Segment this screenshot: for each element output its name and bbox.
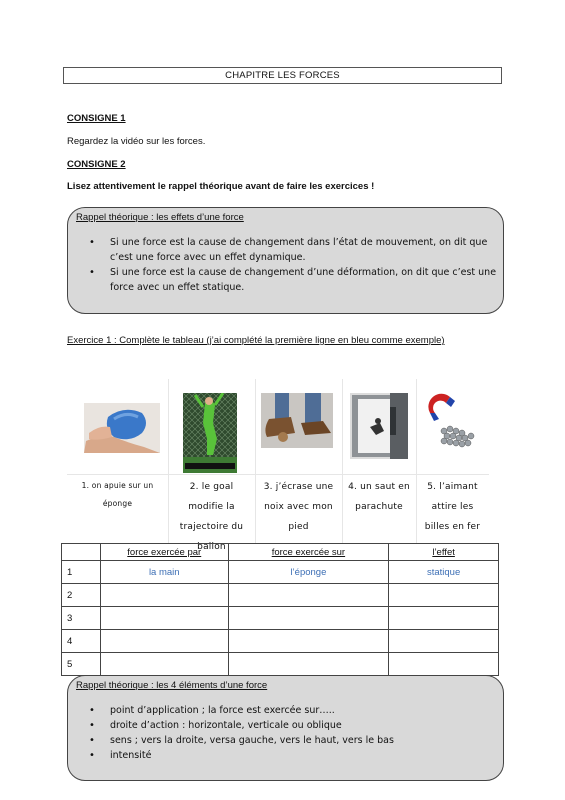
table-cell[interactable] — [228, 584, 389, 607]
table-cell[interactable] — [228, 653, 389, 676]
table-cell[interactable] — [228, 607, 389, 630]
rappel-elements-item: • droite d’action : horizontale, verticale ou oblique — [89, 718, 499, 733]
table-header — [62, 544, 101, 561]
table-cell[interactable] — [100, 607, 228, 630]
picture-caption: 1. on apuie sur un éponge — [81, 481, 154, 508]
row-number: 3 — [62, 607, 101, 630]
picture-cell — [255, 379, 343, 543]
rappel-effets-title: Rappel théorique : les effets d’une force — [76, 212, 244, 223]
table-header-row — [62, 544, 499, 561]
picture-caption: 3. j’écrase une noix avec mon pied — [263, 482, 334, 532]
rappel-effets-list — [89, 235, 499, 295]
table-row — [62, 607, 499, 630]
row-number: 2 — [62, 584, 101, 607]
table-cell: statique — [389, 561, 499, 584]
table-cell[interactable] — [100, 653, 228, 676]
rappel-elements-box — [67, 675, 504, 781]
row-number: 1 — [62, 561, 101, 584]
rappel-elements-item: • point d’application ; la force est exercée sur….. — [89, 703, 499, 718]
rappel-elements-item: • sens ; vers la droite, versa gauche, vers le haut, vers le bas — [89, 733, 499, 748]
rappel-elements-item: • intensité — [89, 748, 499, 763]
table-cell[interactable] — [389, 630, 499, 653]
exercise-table — [61, 543, 499, 676]
table-row — [62, 561, 499, 584]
table-cell[interactable] — [100, 630, 228, 653]
boot-crushing-nut-photo — [261, 393, 333, 448]
table-cell[interactable] — [228, 630, 389, 653]
table-header: force exercée sur — [228, 544, 389, 561]
table-cell[interactable] — [389, 653, 499, 676]
table-row — [62, 653, 499, 676]
rappel-elements-list — [89, 703, 499, 763]
table-header: force exercée par — [100, 544, 228, 561]
row-number: 4 — [62, 630, 101, 653]
page-title: CHAPITRE LES FORCES — [63, 67, 502, 84]
parachute-jump-photo — [350, 393, 408, 459]
row-number: 5 — [62, 653, 101, 676]
rappel-effets-box — [67, 207, 504, 314]
picture-caption: 5. l’aimant attire les billes en fer — [424, 482, 481, 532]
rappel-effets-item: • Si une force est la cause de changement dans l’état de mouvement, on dit que c’est une force avec un effet dynamique. — [89, 235, 499, 265]
table-cell[interactable] — [389, 584, 499, 607]
consigne-2-heading: CONSIGNE 2 — [67, 159, 126, 170]
magnet-balls-photo — [420, 391, 486, 457]
table-cell[interactable] — [100, 584, 228, 607]
rappel-effets-item: • Si une force est la cause de changement d’une déformation, on dit que c’est une force avec un effet statique. — [89, 265, 499, 295]
table-cell[interactable] — [389, 607, 499, 630]
picture-caption: 4. un saut en parachute — [348, 482, 410, 512]
picture-cell — [342, 379, 417, 543]
goalkeeper-photo — [183, 393, 237, 473]
consigne-2-text: Lisez attentivement le rappel théorique avant de faire les exercices ! — [67, 181, 375, 192]
table-row — [62, 584, 499, 607]
picture-cell — [416, 379, 489, 543]
table-row — [62, 630, 499, 653]
table-cell: la main — [100, 561, 228, 584]
rappel-elements-title: Rappel théorique : les 4 éléments d’une force — [76, 680, 268, 691]
consigne-1-text: Regardez la vidéo sur les forces. — [67, 136, 206, 147]
consigne-1-heading: CONSIGNE 1 — [67, 113, 126, 124]
sponge-hand-photo — [84, 403, 160, 453]
picture-cell — [168, 379, 256, 552]
table-cell: l’éponge — [228, 561, 389, 584]
exercise-1-title: Exercice 1 : Complète le tableau (j’ai complété la première ligne en bleu comme exemple) — [67, 335, 445, 346]
picture-caption: 2. le goal modifie la trajectoire du ballon — [179, 482, 244, 552]
picture-cell — [67, 379, 169, 543]
table-header: l’effet — [389, 544, 499, 561]
